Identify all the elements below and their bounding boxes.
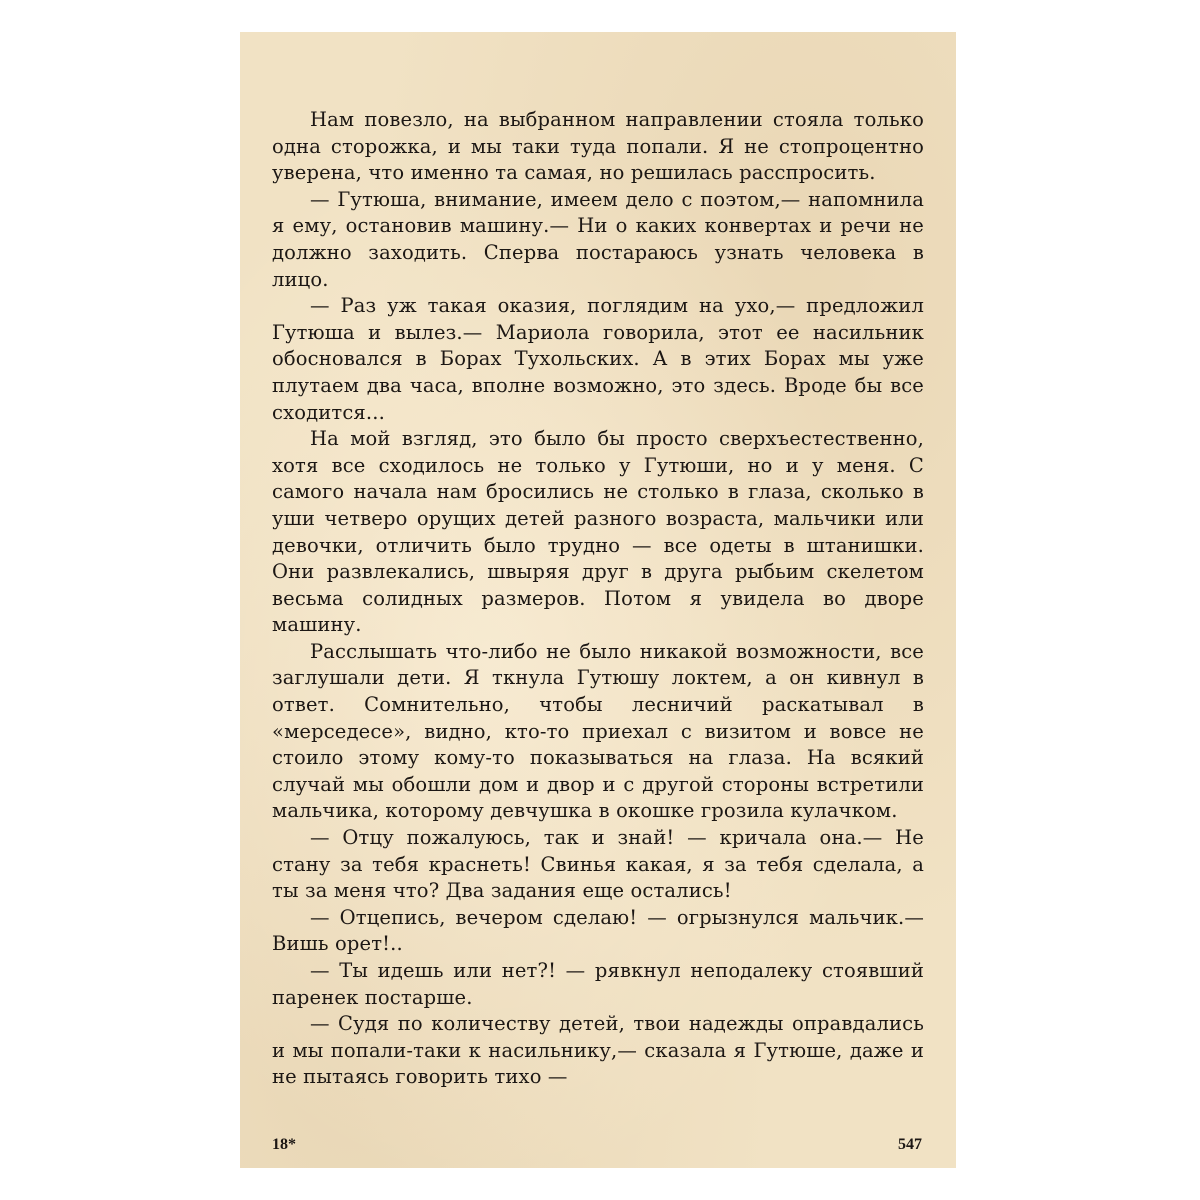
paragraph-1: Нам повезло, на выбранном направлении стояла только одна сторожка, и мы таки туда попали. Я не стопроцентно уверена, что именно та самая, но решилась расспросить.	[272, 108, 924, 185]
paragraph-7: — Отцепись, вечером сделаю! — огрызнулся мальчик.— Вишь орет!..	[272, 905, 924, 956]
body-text	[272, 107, 924, 1091]
paragraph-4: На мой взгляд, это было бы просто сверхъестественно, хотя все сходилось не только у Гутюши, но и у меня. С самого начала нам бросились не столько в глаза, сколько в уши четверо орущих детей разного возраста, мальчики или девочки, отличить было трудно — все одеты в штанишки. Они развлекались, швыряя друг в друга рыбьим скелетом весьма солидных размеров. Потом я увидела во дворе машину.	[272, 427, 924, 637]
paragraph-9: — Судя по количеству детей, твои надежды оправдались и мы попали-таки к насильнику,— сказала я Гутюше, даже и не пытаясь говорить тихо —	[272, 1012, 924, 1089]
page-number: 547	[898, 1136, 922, 1153]
paragraph-8: — Ты идешь или нет?! — рявкнул неподалеку стоявший паренек постарше.	[272, 959, 924, 1009]
paragraph-3: — Раз уж такая оказия, поглядим на ухо,— предложил Гутюша и вылез.— Мариола говорила, этот ее насильник обосновался в Борах Тухольских. А в этих Борах мы уже плутаем два часа, вполне возможно, это здесь. Вроде бы все сходится...	[272, 294, 924, 424]
signature-mark: 18*	[272, 1136, 296, 1153]
page-footer	[272, 1136, 922, 1162]
paragraph-5: Расслышать что-либо не было никакой возможности, все заглушали дети. Я ткнула Гутюшу локтем, а он кивнул в ответ. Сомнительно, чтобы лесничий раскатывал в «мерседесе», видно, кто-то приехал с визитом и вовсе не стоило этому кому-то показываться на глаза. На всякий случай мы обошли дом и двор и с другой стороны встретили мальчика, которому девчушка в окошке грозила кулачком.	[272, 639, 924, 823]
paragraph-6: — Отцу пожалуюсь, так и знай! — кричала она.— Не стану за тебя краснеть! Свинья какая, я за тебя сделала, а ты за меня что? Два задания еще остались!	[272, 826, 924, 903]
paragraph-2: — Гутюша, внимание, имеем дело с поэтом,— напомнила я ему, остановив машину.— Ни о каких конвертах и речи не должно заходить. Сперва постараюсь узнать человека в лицо.	[272, 187, 924, 291]
book-page	[240, 32, 956, 1168]
